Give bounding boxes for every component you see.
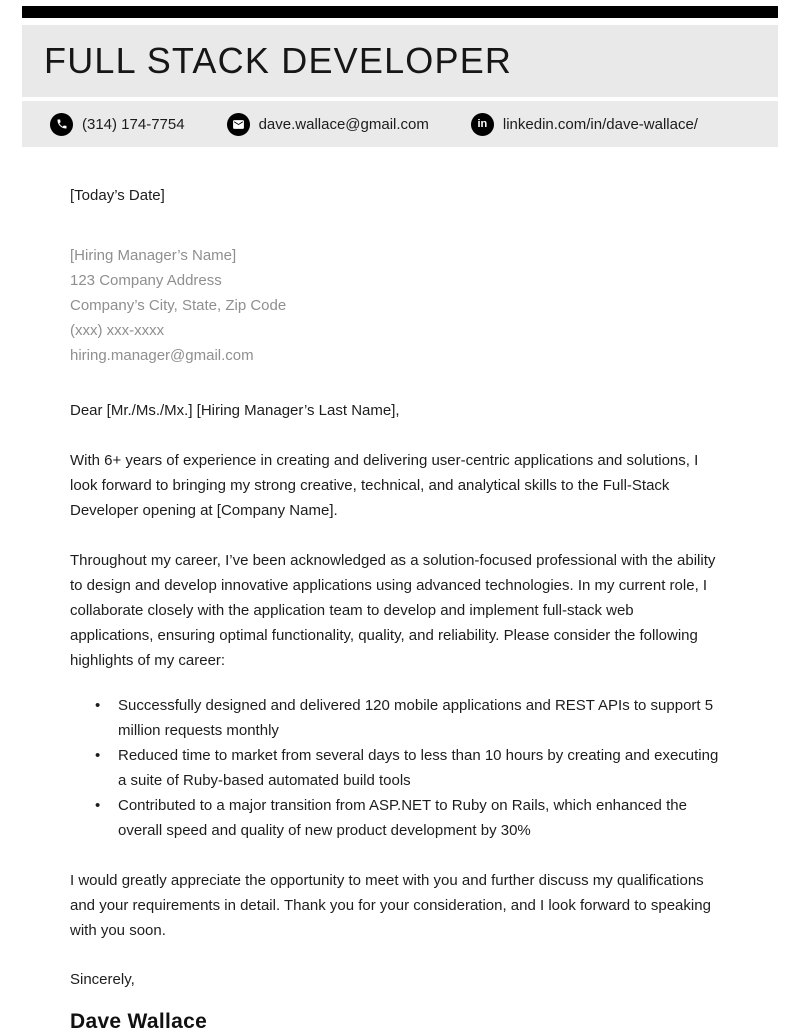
list-item: • Successfully designed and delivered 120 mobile applications and REST APIs to support 5 million requests monthly bbox=[70, 693, 720, 743]
contact-email[interactable] bbox=[227, 113, 429, 136]
recipient-email: hiring.manager@gmail.com bbox=[70, 347, 254, 364]
phone-number: (314) 174-7754 bbox=[82, 115, 185, 133]
recipient-phone: (xxx) xxx-xxxx bbox=[70, 322, 165, 339]
recipient-address: 123 Company Address bbox=[70, 272, 222, 289]
linkedin-url: linkedin.com/in/dave-wallace/ bbox=[502, 115, 698, 133]
paragraph-experience: Throughout my career, I’ve been acknowledged as a solution-focused professional with the ability to design and develop innovative applications using advanced technologies. In my current role, I collaborate closely with the application team to develop and implement full-stack web applications, ensuring optimal functionality, quality, and reliability. Please consider the following highlights of my career: bbox=[70, 552, 716, 669]
signature-name: Dave Wallace bbox=[70, 1010, 208, 1033]
email-address: dave.wallace@gmail.com bbox=[258, 115, 429, 133]
letter-body bbox=[0, 183, 800, 1034]
linkedin-icon: in bbox=[471, 113, 494, 136]
list-item: • Reduced time to market from several days to less than 10 hours by creating and executing a suite of Ruby-based automated build tools bbox=[70, 743, 720, 793]
email-icon bbox=[227, 113, 250, 136]
list-item: • Contributed to a major transition from ASP.NET to Ruby on Rails, which enhanced the overall speed and quality of new product development by 30% bbox=[70, 793, 720, 843]
phone-icon bbox=[50, 113, 73, 136]
contact-phone[interactable] bbox=[50, 113, 185, 136]
recipient-name: [Hiring Manager’s Name] bbox=[70, 247, 237, 264]
date-placeholder: [Today’s Date] bbox=[70, 187, 165, 204]
header bbox=[22, 25, 778, 97]
recipient-block bbox=[70, 243, 720, 368]
signoff: Sincerely, bbox=[70, 971, 135, 988]
page-title: FULL STACK DEVELOPER bbox=[44, 40, 513, 81]
recipient-city-state-zip: Company’s City, State, Zip Code bbox=[70, 297, 287, 314]
paragraph-closing: I would greatly appreciate the opportunity to meet with you and further discuss my qualifications and your requirements in detail. Thank you for your consideration, and I look forward to speaking with you soon. bbox=[70, 872, 711, 939]
paragraph-intro: With 6+ years of experience in creating and delivering user-centric applications and solutions, I look forward to bringing my strong creative, technical, and analytical skills to the Full-Stack Developer opening at [Company Name]. bbox=[70, 452, 699, 519]
contact-bar bbox=[22, 101, 778, 147]
salutation: Dear [Mr./Ms./Mx.] [Hiring Manager’s Last Name], bbox=[70, 402, 400, 419]
top-accent-bar bbox=[22, 6, 778, 18]
contact-linkedin[interactable] bbox=[471, 113, 698, 136]
career-highlights-list bbox=[70, 693, 720, 843]
